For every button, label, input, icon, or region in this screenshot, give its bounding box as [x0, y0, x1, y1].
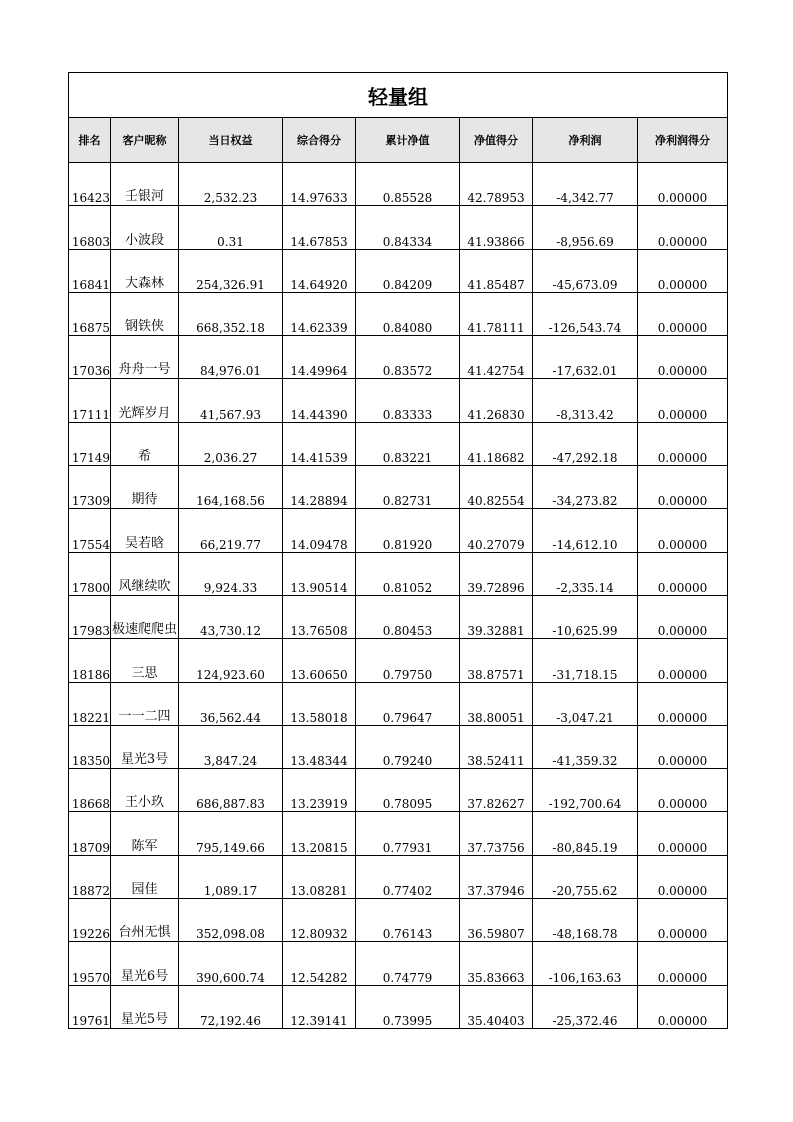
cell-cumulative-nav: 0.84334	[356, 206, 460, 249]
cell-net-profit: -106,163.63	[533, 942, 638, 985]
cell-net-profit: -47,292.18	[533, 422, 638, 465]
table-row	[69, 422, 728, 465]
cell-nickname: 星光6号	[111, 942, 179, 985]
cell-nickname: 钢铁侠	[111, 292, 179, 335]
cell-nickname: 台州无惧	[111, 899, 179, 942]
cell-total-score: 13.58018	[283, 682, 356, 725]
cell-net-profit: -14,612.10	[533, 509, 638, 552]
cell-nav-score: 35.83663	[460, 942, 533, 985]
header-nav-score: 净值得分	[460, 118, 533, 163]
cell-net-profit: -126,543.74	[533, 292, 638, 335]
cell-nav-score: 42.78953	[460, 163, 533, 206]
cell-net-profit-score: 0.00000	[638, 509, 728, 552]
cell-net-profit: -25,372.46	[533, 985, 638, 1028]
cell-rank: 19226	[69, 899, 111, 942]
cell-rank: 18350	[69, 725, 111, 768]
cell-daily-equity: 3,847.24	[179, 725, 283, 768]
cell-nickname: 希	[111, 422, 179, 465]
cell-cumulative-nav: 0.74779	[356, 942, 460, 985]
cell-net-profit-score: 0.00000	[638, 769, 728, 812]
cell-cumulative-nav: 0.82731	[356, 466, 460, 509]
cell-rank: 17149	[69, 422, 111, 465]
cell-rank: 19761	[69, 985, 111, 1028]
table-row	[69, 595, 728, 638]
table-row	[69, 379, 728, 422]
cell-daily-equity: 2,532.23	[179, 163, 283, 206]
cell-cumulative-nav: 0.73995	[356, 985, 460, 1028]
cell-total-score: 13.60650	[283, 639, 356, 682]
cell-total-score: 12.54282	[283, 942, 356, 985]
cell-rank: 18668	[69, 769, 111, 812]
header-nickname: 客户昵称	[111, 118, 179, 163]
cell-net-profit: -8,956.69	[533, 206, 638, 249]
header-total-score: 综合得分	[283, 118, 356, 163]
table-row	[69, 682, 728, 725]
cell-total-score: 14.67853	[283, 206, 356, 249]
header-row	[69, 118, 728, 163]
table-row	[69, 812, 728, 855]
cell-nickname: 大森林	[111, 249, 179, 292]
cell-net-profit: -31,718.15	[533, 639, 638, 682]
table-row	[69, 942, 728, 985]
cell-daily-equity: 390,600.74	[179, 942, 283, 985]
cell-nickname: 小波段	[111, 206, 179, 249]
cell-nav-score: 38.87571	[460, 639, 533, 682]
ranking-table	[68, 72, 728, 1029]
cell-total-score: 12.39141	[283, 985, 356, 1028]
cell-cumulative-nav: 0.83333	[356, 379, 460, 422]
cell-cumulative-nav: 0.84209	[356, 249, 460, 292]
header-net-profit-score: 净利润得分	[638, 118, 728, 163]
cell-cumulative-nav: 0.85528	[356, 163, 460, 206]
cell-net-profit-score: 0.00000	[638, 552, 728, 595]
table-row	[69, 163, 728, 206]
cell-net-profit-score: 0.00000	[638, 336, 728, 379]
cell-rank: 16841	[69, 249, 111, 292]
cell-net-profit: -41,359.32	[533, 725, 638, 768]
cell-net-profit-score: 0.00000	[638, 639, 728, 682]
cell-nav-score: 38.80051	[460, 682, 533, 725]
cell-nickname: 王小玖	[111, 769, 179, 812]
table-row	[69, 206, 728, 249]
cell-cumulative-nav: 0.79750	[356, 639, 460, 682]
cell-rank: 18186	[69, 639, 111, 682]
cell-total-score: 13.20815	[283, 812, 356, 855]
cell-nickname: 星光3号	[111, 725, 179, 768]
cell-nav-score: 39.72896	[460, 552, 533, 595]
cell-total-score: 14.64920	[283, 249, 356, 292]
table-row	[69, 985, 728, 1028]
cell-net-profit: -34,273.82	[533, 466, 638, 509]
cell-total-score: 14.49964	[283, 336, 356, 379]
cell-net-profit-score: 0.00000	[638, 899, 728, 942]
cell-net-profit: -45,673.09	[533, 249, 638, 292]
cell-nav-score: 40.82554	[460, 466, 533, 509]
cell-cumulative-nav: 0.84080	[356, 292, 460, 335]
header-net-profit: 净利润	[533, 118, 638, 163]
cell-nickname: 光辉岁月	[111, 379, 179, 422]
cell-cumulative-nav: 0.76143	[356, 899, 460, 942]
cell-nav-score: 37.37946	[460, 855, 533, 898]
cell-daily-equity: 43,730.12	[179, 595, 283, 638]
cell-daily-equity: 41,567.93	[179, 379, 283, 422]
table-row	[69, 509, 728, 552]
cell-total-score: 13.08281	[283, 855, 356, 898]
cell-nav-score: 41.18682	[460, 422, 533, 465]
cell-nav-score: 35.40403	[460, 985, 533, 1028]
cell-daily-equity: 0.31	[179, 206, 283, 249]
cell-rank: 18872	[69, 855, 111, 898]
table-row	[69, 249, 728, 292]
cell-net-profit: -20,755.62	[533, 855, 638, 898]
cell-net-profit-score: 0.00000	[638, 466, 728, 509]
cell-total-score: 12.80932	[283, 899, 356, 942]
cell-net-profit-score: 0.00000	[638, 292, 728, 335]
cell-daily-equity: 84,976.01	[179, 336, 283, 379]
cell-daily-equity: 9,924.33	[179, 552, 283, 595]
cell-daily-equity: 36,562.44	[179, 682, 283, 725]
cell-net-profit-score: 0.00000	[638, 942, 728, 985]
cell-net-profit: -80,845.19	[533, 812, 638, 855]
cell-total-score: 13.76508	[283, 595, 356, 638]
cell-daily-equity: 795,149.66	[179, 812, 283, 855]
cell-net-profit-score: 0.00000	[638, 985, 728, 1028]
cell-daily-equity: 2,036.27	[179, 422, 283, 465]
table-row	[69, 552, 728, 595]
cell-nickname: 星光5号	[111, 985, 179, 1028]
cell-cumulative-nav: 0.81052	[356, 552, 460, 595]
cell-rank: 16875	[69, 292, 111, 335]
cell-total-score: 14.97633	[283, 163, 356, 206]
cell-net-profit-score: 0.00000	[638, 422, 728, 465]
cell-net-profit: -192,700.64	[533, 769, 638, 812]
cell-nickname: 陈军	[111, 812, 179, 855]
cell-nickname: 壬银河	[111, 163, 179, 206]
cell-nickname: 一一二四	[111, 682, 179, 725]
cell-net-profit-score: 0.00000	[638, 249, 728, 292]
header-rank: 排名	[69, 118, 111, 163]
cell-nav-score: 36.59807	[460, 899, 533, 942]
cell-daily-equity: 1,089.17	[179, 855, 283, 898]
cell-nav-score: 37.73756	[460, 812, 533, 855]
cell-nickname: 期待	[111, 466, 179, 509]
cell-total-score: 14.62339	[283, 292, 356, 335]
cell-nav-score: 41.85487	[460, 249, 533, 292]
cell-rank: 17111	[69, 379, 111, 422]
cell-daily-equity: 352,098.08	[179, 899, 283, 942]
cell-net-profit: -17,632.01	[533, 336, 638, 379]
table-row	[69, 466, 728, 509]
cell-net-profit: -3,047.21	[533, 682, 638, 725]
cell-net-profit: -48,168.78	[533, 899, 638, 942]
cell-nickname: 极速爬爬虫	[111, 595, 179, 638]
cell-daily-equity: 124,923.60	[179, 639, 283, 682]
table-row	[69, 769, 728, 812]
header-cumulative-nav: 累计净值	[356, 118, 460, 163]
cell-cumulative-nav: 0.78095	[356, 769, 460, 812]
cell-cumulative-nav: 0.83572	[356, 336, 460, 379]
cell-cumulative-nav: 0.79647	[356, 682, 460, 725]
cell-net-profit-score: 0.00000	[638, 163, 728, 206]
cell-net-profit-score: 0.00000	[638, 206, 728, 249]
header-daily-equity: 当日权益	[179, 118, 283, 163]
cell-net-profit-score: 0.00000	[638, 855, 728, 898]
cell-rank: 17309	[69, 466, 111, 509]
cell-nav-score: 39.32881	[460, 595, 533, 638]
table-title: 轻量组	[69, 73, 728, 118]
cell-rank: 18221	[69, 682, 111, 725]
table-row	[69, 725, 728, 768]
cell-nav-score: 41.78111	[460, 292, 533, 335]
cell-net-profit-score: 0.00000	[638, 812, 728, 855]
cell-nav-score: 38.52411	[460, 725, 533, 768]
cell-daily-equity: 72,192.46	[179, 985, 283, 1028]
cell-total-score: 14.28894	[283, 466, 356, 509]
cell-nickname: 吴若晗	[111, 509, 179, 552]
cell-nav-score: 41.42754	[460, 336, 533, 379]
cell-net-profit: -8,313.42	[533, 379, 638, 422]
cell-cumulative-nav: 0.77402	[356, 855, 460, 898]
cell-nav-score: 37.82627	[460, 769, 533, 812]
cell-nickname: 三思	[111, 639, 179, 682]
cell-rank: 17036	[69, 336, 111, 379]
cell-rank: 19570	[69, 942, 111, 985]
cell-net-profit: -4,342.77	[533, 163, 638, 206]
cell-rank: 16423	[69, 163, 111, 206]
cell-cumulative-nav: 0.79240	[356, 725, 460, 768]
cell-cumulative-nav: 0.83221	[356, 422, 460, 465]
cell-total-score: 14.44390	[283, 379, 356, 422]
cell-rank: 17983	[69, 595, 111, 638]
cell-total-score: 13.23919	[283, 769, 356, 812]
cell-daily-equity: 66,219.77	[179, 509, 283, 552]
cell-rank: 17800	[69, 552, 111, 595]
table-row	[69, 855, 728, 898]
table-row	[69, 899, 728, 942]
table-row	[69, 639, 728, 682]
cell-net-profit: -10,625.99	[533, 595, 638, 638]
cell-total-score: 14.41539	[283, 422, 356, 465]
cell-daily-equity: 254,326.91	[179, 249, 283, 292]
cell-net-profit-score: 0.00000	[638, 595, 728, 638]
cell-daily-equity: 164,168.56	[179, 466, 283, 509]
cell-nickname: 园佳	[111, 855, 179, 898]
cell-total-score: 13.90514	[283, 552, 356, 595]
cell-total-score: 13.48344	[283, 725, 356, 768]
table-row	[69, 336, 728, 379]
cell-nav-score: 40.27079	[460, 509, 533, 552]
cell-nickname: 舟舟一号	[111, 336, 179, 379]
cell-net-profit-score: 0.00000	[638, 682, 728, 725]
cell-rank: 17554	[69, 509, 111, 552]
cell-rank: 18709	[69, 812, 111, 855]
cell-net-profit: -2,335.14	[533, 552, 638, 595]
cell-nav-score: 41.93866	[460, 206, 533, 249]
cell-nav-score: 41.26830	[460, 379, 533, 422]
cell-cumulative-nav: 0.77931	[356, 812, 460, 855]
cell-rank: 16803	[69, 206, 111, 249]
table-row	[69, 292, 728, 335]
cell-daily-equity: 686,887.83	[179, 769, 283, 812]
cell-net-profit-score: 0.00000	[638, 725, 728, 768]
cell-cumulative-nav: 0.80453	[356, 595, 460, 638]
cell-nickname: 风继续吹	[111, 552, 179, 595]
cell-net-profit-score: 0.00000	[638, 379, 728, 422]
cell-daily-equity: 668,352.18	[179, 292, 283, 335]
cell-total-score: 14.09478	[283, 509, 356, 552]
cell-cumulative-nav: 0.81920	[356, 509, 460, 552]
